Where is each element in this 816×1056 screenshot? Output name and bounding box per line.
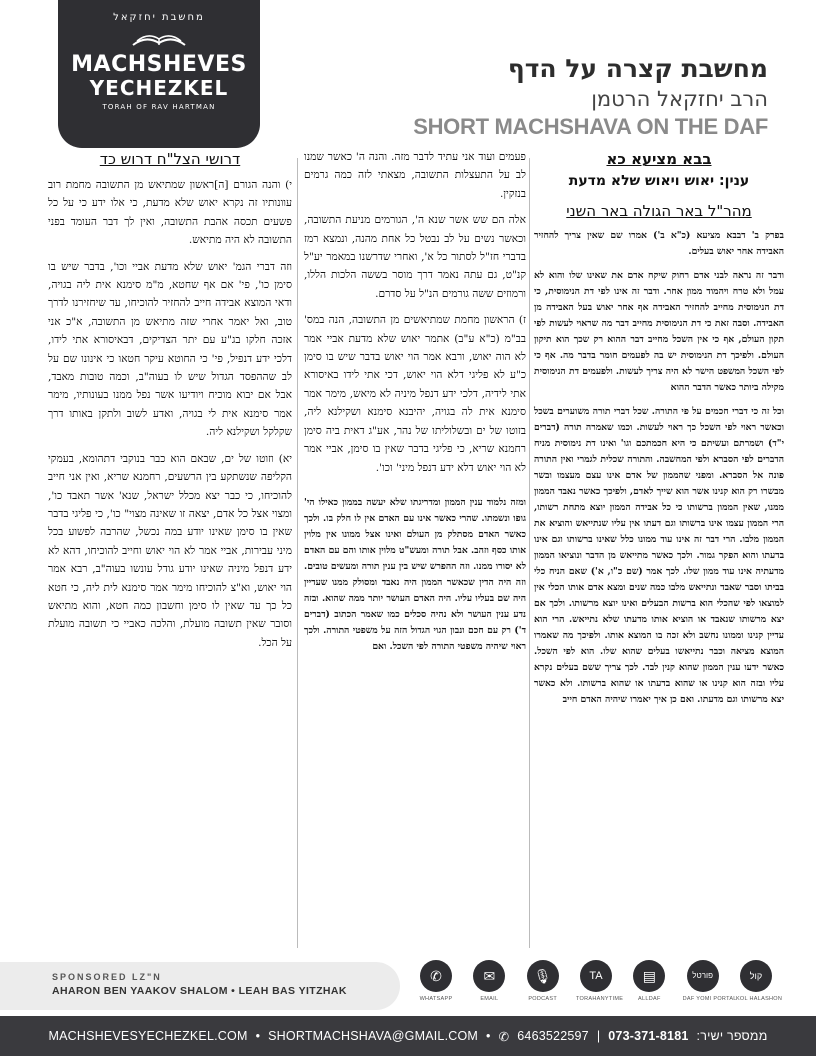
paragraph: י) והנה הגורם [ה]ראשון שמתיאש מן התשובה מחמת רוב עוונותיו זה נקרא יאוש שלא מדעת, כי אלו ידע כי על כל פשעים תכסה אהבת התשובה, ואין לך דבר העומד בפני התשובה לא היה מתיאש. [48,179,292,247]
share-icons [416,960,783,1010]
email-button[interactable]: ✉ EMAIL [469,960,509,1010]
header [413,52,768,142]
paragraph: ז) הראשון מחמת שמתיאשים מן התשובה, הנה במס' בב"מ (כ"א ע"ב) אתמר יאוש שלא מדעת אביי אמר לא הוה יאוש, ורבא אמר הוי יאוש בדבר שיש בו סימן כ"ע לא פליגי דלא הוי יאוש, דכי אתי לידו באיסורא אתי לידיה, דלכי ידע דנפל מיניה לא מיאש, מימר אמר סימנא אית לה בגויה, יהיבנא סימנא ושקילנא ליה, בזוטו של ים ובשלוליתו של נהר, אע"ג דאית ביה סימן רחמנא שריא, כי פליגי בדבר שאין בו סימן, אביי אמר לא הוי יאוש דלא ידע דנפל מיני' וכו'. [304,314,526,474]
separator: | [596,1029,601,1043]
email-icon: ✉ [473,960,505,992]
source-title: מהר"ל באר הגולה באר השני [566,202,752,220]
daf-yomi-portal-icon: פורטל [687,960,719,992]
alldaf-button[interactable]: ▤ ALLDAF [629,960,669,1010]
page-title: מחשבת קצרה על הדף [507,54,768,83]
logo-line1: MACHSHEVES [71,52,247,77]
book-icon [129,29,189,49]
separator: • [486,1029,491,1043]
logo [58,0,260,148]
column-maharal [534,148,784,716]
podcast-button[interactable]: 🎙 PODCAST [523,960,563,1010]
paragraph: ודבר זה נראה לבני אדם רחוק שיקח אדם את שאינו שלו והוא לא עמל ולא טרח ויהמוד ממון אחר. ודבר זה אינו לפי דת הנימוסית, כי דת הנימוסית מחייב להחזיר האבידה אף אחר יאוש בעל האבידה מן האבידה. וסבה זאת כי דת הנימוסית מחייב דבר מה שראוי לעשות לפי תקון העולם, אף כי אין השכל מחייב דבר ההוא רק שכך הוא תיקון העולם. ולפיכך דת הנימוסית יש בה לפעמים חומר בדבר מה. אף כי לפי השכל המשפט הישר לא היה צריך לעשות. ולפעמים דת הנימוסית מקילה ביותר כאשר הדבר ההוא [534,270,784,393]
author-name: הרב יחזקאל הרטמן [591,87,768,111]
logo-tagline: TORAH OF RAV HARTMAN [102,103,216,111]
paragraph: יא) וזוטו של ים, שבאם הוא כבר בנוקבי דתהומא, בעמקי הקליפה שנשתקע בין הרשעים, רחמנא שריא, ואין אני חייב להוכיחו, כי כבר יצא מכלל ישראל, שנא' אשר תאבד כו', ומצוי אצל כל אדם, יצאה זו שאינה מצוי" כו', כי פליגי בדבר שאין בו סימן שאינו יודע במה נכשל, שהרבה לפשוע בכל מיני עבירות, אביי אמר לא הוי יאוש וחייב להוכיחו, דהא לא ידע דנפל מיניה שאינו יודע גודל עונשו בעוה"ב, רבא אמר הוי יאוש, וא"צ להוכיחו מימר אמר סימנא לית ליה, כי חטא כל כך עד שאין לו סימן וחשבון כמה חטא, והוא מתיאש וסובר שאין תשובה מועלת, והלכה כאביי כי תשובה מועלת על הכל. [48,452,292,649]
podcast-icon: 🎙 [527,960,559,992]
topic-title: ענין: יאוש ויאוש שלא מדעת [568,173,750,189]
paragraph: בפרק ב' דבבא מציעא (כ"א ב') אמרו שם שאין צריך להחזיר האבידה אחר יאוש בעלים. [534,230,784,257]
footer-bar [0,1016,816,1056]
paragraph: פעמים ועוד אני עתיד לדבר מזה. והנה ה' כאשר שמנו לב על התעצלות התשובה, מצאתי לזה כמה גרמים בנזקין. [304,151,526,200]
logo-line2: YECHEZKEL [89,76,229,100]
sponsor-names: AHARON BEN YAAKOV SHALOM • LEAH BAS YITZHAK [52,985,347,997]
english-title: SHORT MACHSHAVA ON THE DAF [413,114,768,139]
whatsapp-button[interactable]: ✆ WHATSAPP [416,960,456,1010]
column-tzlach [48,148,292,660]
separator: • [255,1029,261,1043]
paragraph: וכל זה כי דברי חכמים על פי התורה. שכל דברי תורה משוערים בשכל וכאשר ראוי לפי השכל כך ראוי לעשות. וכמו שאמרה תורה (דברים י"ד) ושמרתם ועשיתם כי היא חכמתכם וגו' ואינו דת נימוסית מניח הדברים לפי הסברא ולפי המחשבה. והתורה שכלית לגמרי ואין התורה פונה אל הסברא. ומפני שהממון של אדם אינו עצם מעצמו ובשר מבשרו רק הוא קנינו אשר הוא שייך לאדם, ולפיכך כאשר נאבד הממון ממנו, שאין הממון ברשותו כי כל אבידה הממון יוצא מתחת רשותו, הרי הממון עצמו אינו ברשותו וגם דעתו אין עליו שנתייאש והוציא את הממון מלבו. הרי דבר זה אינו עוד ממונו כלל שאינו ברשותו וגם אינו בדעתו והוא הפקר גמור. ולכך כאשר מתייאש מן הדבר ונוציאו הממון מדעתיה אינו עוד ממון שלו. לכך אמר (שם כ"ו, א') שאם הניח כלי בביתו וסבר שאבד ונתייאש מלבו כמה שנים ומצא אדם אותו הכלי אין למוצאו לפי שהכלי הוא ברשות הבעלים ואינו יוצא מרשותו. ולכך אם יצא מרשותו שנאבד או הוציא אותו מדעתו שלא נתייאש. הרי הוא עדיין קנינו וממונו נחשב ולא זכה בו המוצא אותו. ולפיכך מה שאמרו המוצא מציאה וכבר נתייאשו בעלים שהוא שלו. הוא לפי השכל. כאשר ידעו ענין הממון שהוא קנין לבד. לכך צריך ששם בעלים נקרא עליו ובזה הוא קנינו או שהוא בדעתו או שהוא ברשותו. ולא כאשר יצא מרשותו וגם מדעתו. ואם כן איך יאמרו שיהיה האדם חייב [534,406,784,705]
whatsapp-icon: ✆ [420,960,452,992]
column-divider [529,158,530,948]
article-body [48,148,784,948]
logo-hebrew: מחשבת יחזקאל [113,12,205,23]
email-link[interactable]: SHORTMACHSHAVA@GMAIL.COM [268,1029,479,1043]
paragraph: וזה דברי הגמ' יאוש שלא מדעת אביי וכו', בדבר שיש בו סימן כו', פי' אם אף שחטא, מ"מ סימנא אית ליה בגויה, ודאי המוצא אבידה חייב להחזיר להוכיחו, עד שיחזירנו לדרך טוב, ואל יאמר אחרי שזה מתיאש מן התשובה, א"כ אני אזכה חלקו בג"ע עם יתר הצדיקים, דבאיסורא אתי לידו, דלכי ידע דנפיל, פי' כי החוטא עיקר חטאו כי אינונו שם על לב שההפסד הגדול שיש לו בעוה"ב, וכמה טובות מאבד, אבל אם יבוא מוכיח ויודיעו אשר נפל ממנו בעונותיו, מימר אמר סימנא אית לי בגויה, ואדע לשוב ולתקן באותו דרך שקלקל ושקילנא ליה. [48,260,292,439]
phone-label: ממספר ישיר: [696,1029,768,1043]
paragraph: ומזה נלמוד ענין הממון ומדריגתו שלא יעשה בממון כאילו הי' גופו ונשמתו. שהרי כאשר אינו עם האדם אין לו חלק בו. ולכך כאשר האדם מסתלק מן העולם ואינו אצל ממונו אין מלוין אותו כסף וזהב. אבל תורה ומעש"ט מלוין אותו והם עם האדם לא יסורו ממנו. וזה ההפרש שיש בין ענין תורה ומעשים טובים. וזה היה הדין שכאשר הממון היה נאבד ומסולק ממנו שעדיין היה שם בעליו עליו. היה האדם העושר יותר ממה שהוא. ובזה נדע ענין העושר ולא נהיה סכלים כמו שאמר הכתוב (דברים ד') רק עם חכם ונבון הגוי הגדול הזה על משפטי התורה. ולכך ראוי שיהיה משפטי התורה לפי השכל. ואם [304,496,526,652]
paragraph: אלה הם שש אשר שנא ה', הגורמים מניעת התשובה, וכאשר נשים על לב נבטל כל אחת מהנה, ונמצא רמז בדברי חז"ל לסתור כל א', ואחרי שדרשנו במאמר יע"ל קנ"ט, גם עתה נאמר דרך מוסר בששה הלכות הללו, ורמוזים ששה גורמים הנ"ל על סדרם. [304,214,526,300]
whatsapp-small-icon: ✆ [498,1029,510,1044]
tzlach-title: דרושי הצל"ח דרוש כד [99,150,241,168]
daf-yomi-portal-button[interactable]: פורטל DAF YOMI PORTAL [683,960,723,1010]
sponsor-banner [0,962,400,1010]
torahanytime-icon: TA [580,960,612,992]
whatsapp-number[interactable]: 6463522597 [517,1029,589,1043]
sponsor-label: SPONSORED LZ"N [52,972,162,982]
masechta-title: בבא מציעא כא [606,150,712,168]
alldaf-icon: ▤ [633,960,665,992]
kol-halashon-button[interactable]: קול KOL HALASHON [736,960,776,1010]
kol-halashon-icon: קול [740,960,772,992]
column-middle [304,148,526,663]
column-divider [297,158,298,948]
torahanytime-button[interactable]: TA TORAHANYTIME [576,960,616,1010]
website-link[interactable]: MACHSHEVESYECHEZKEL.COM [48,1029,248,1043]
phone-number[interactable]: 073-371-8181 [608,1029,689,1043]
